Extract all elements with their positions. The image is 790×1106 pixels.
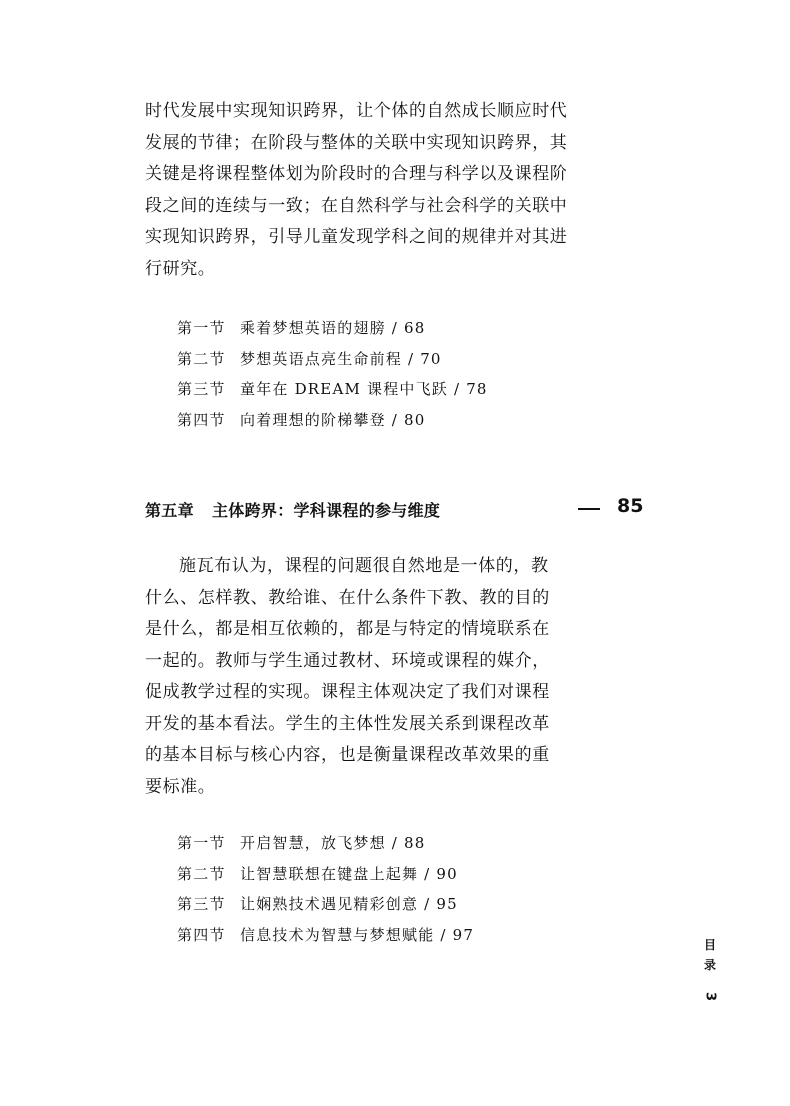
page-number: 3 — [702, 991, 718, 1002]
page-sidebar — [698, 935, 722, 1004]
section-number: 第二节 — [177, 349, 226, 368]
section-number: 第二节 — [177, 864, 226, 883]
section-title: 梦想英语点亮生命前程 / 70 — [240, 349, 442, 368]
section-title: 让娴熟技术遇见精彩创意 / 95 — [240, 895, 458, 913]
chapter-page-number: 85 — [617, 495, 644, 517]
section-number: 第三节 — [177, 380, 226, 398]
chapter5-section-list — [177, 828, 474, 950]
chapter5-heading[interactable] — [145, 494, 644, 524]
paragraph-line: 段之间的连续与一致；在自然科学与社会科学的关联中 — [145, 195, 568, 216]
section-number: 第一节 — [177, 834, 226, 852]
toc-section-entry[interactable] — [177, 405, 488, 436]
section-number: 第四节 — [177, 410, 226, 429]
section-number: 第三节 — [177, 895, 226, 913]
chapter-label: 第五章 — [145, 501, 194, 520]
paragraph-line: 开发的基本看法。学生的主体性发展关系到课程改革 — [145, 713, 550, 734]
sidebar-label: 目录 — [703, 938, 716, 972]
toc-section-entry[interactable] — [177, 889, 474, 920]
section-title: 开启智慧，放飞梦想 / 88 — [240, 834, 426, 852]
paragraph-line: 促成教学过程的实现。课程主体观决定了我们对课程 — [145, 682, 550, 702]
intro-paragraph — [145, 96, 568, 285]
toc-section-entry[interactable] — [177, 859, 474, 890]
toc-section-entry[interactable] — [177, 828, 474, 859]
chapter-title: 主体跨界：学科课程的参与维度 — [212, 501, 441, 520]
paragraph-line: 行研究。 — [145, 258, 216, 279]
section-number: 第一节 — [177, 319, 226, 337]
section-title: 向着理想的阶梯攀登 / 80 — [240, 410, 426, 429]
section-title: 信息技术为智慧与梦想赋能 / 97 — [240, 925, 475, 944]
paragraph-line: 要标准。 — [145, 776, 216, 797]
paragraph-line: 时代发展中实现知识跨界，让个体的自然成长顺应时代 — [145, 101, 568, 121]
paragraph-line: 关键是将课程整体划为阶段时的合理与科学以及课程阶 — [145, 164, 568, 184]
chapter-dash-divider — [578, 508, 600, 510]
section-title: 童年在 DREAM 课程中飞跃 / 78 — [240, 380, 488, 398]
chapter4-section-list — [177, 313, 488, 435]
toc-section-entry[interactable] — [177, 344, 488, 375]
paragraph-line: 施瓦布认为，课程的问题很自然地是一体的，教 — [179, 556, 549, 576]
toc-section-entry[interactable] — [177, 920, 474, 951]
paragraph-line: 发展的节律；在阶段与整体的关联中实现知识跨界，其 — [145, 132, 568, 153]
toc-section-entry[interactable] — [177, 374, 488, 405]
paragraph-line: 什么、怎样教、教给谁、在什么条件下教、教的目的 — [145, 587, 550, 608]
paragraph-line: 的基本目标与核心内容，也是衡量课程改革效果的重 — [145, 745, 550, 765]
chapter5-paragraph — [145, 551, 565, 803]
paragraph-line: 一起的。教师与学生通过教材、环境或课程的媒介， — [145, 650, 550, 671]
toc-section-entry[interactable] — [177, 313, 488, 344]
section-title: 让智慧联想在键盘上起舞 / 90 — [240, 864, 458, 883]
section-number: 第四节 — [177, 925, 226, 944]
paragraph-line: 实现知识跨界，引导儿童发现学科之间的规律并对其进 — [145, 227, 568, 247]
paragraph-line: 是什么，都是相互依赖的，都是与特定的情境联系在 — [145, 619, 550, 639]
section-title: 乘着梦想英语的翅膀 / 68 — [240, 319, 426, 337]
